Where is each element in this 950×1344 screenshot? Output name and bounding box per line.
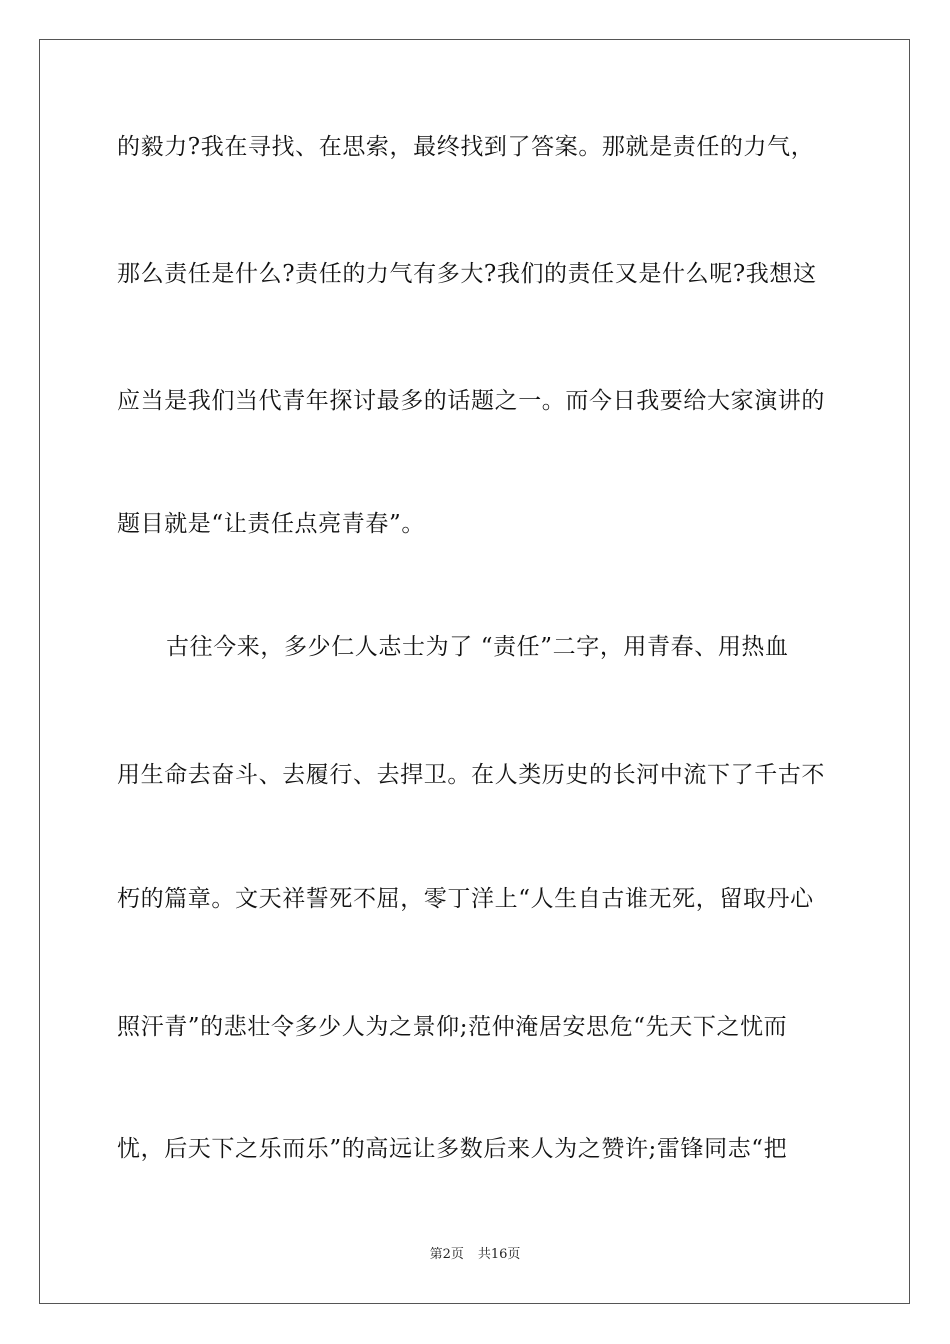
text-line: 题目就是“让责任点亮青春”。 <box>117 511 425 537</box>
text-line: 的毅力?我在寻找、在思索，最终找到了答案。那就是责任的力气， <box>117 134 815 160</box>
page-total: 共16页 <box>477 1247 521 1262</box>
text-line: 朽的篇章。文天祥誓死不屈，零丁洋上“人生自古谁无死，留取丹心 <box>117 886 814 912</box>
page-number: 第2页 <box>429 1247 464 1262</box>
text-line: 应当是我们当代青年探讨最多的话题之一。而今日我要给大家演讲的 <box>117 388 825 414</box>
text-line: 用生命去奋斗、去履行、去捍卫。在人类历史的长河中流下了千古不 <box>117 762 825 788</box>
text-line: 照汗青”的悲壮令多少人为之景仰;范仲淹居安思危“先天下之忧而 <box>117 1014 788 1040</box>
page-frame <box>39 39 910 1304</box>
page-footer <box>0 1246 950 1264</box>
text-line: 那么责任是什么?责任的力气有多大?我们的责任又是什么呢?我想这 <box>117 261 817 287</box>
text-line: 忧，后天下之乐而乐”的高远让多数后来人为之赞许;雷锋同志“把 <box>117 1136 788 1162</box>
paragraph-first-line: 古往今来，多少仁人志士为了 “责任”二字，用青春、用热血 <box>166 634 789 660</box>
